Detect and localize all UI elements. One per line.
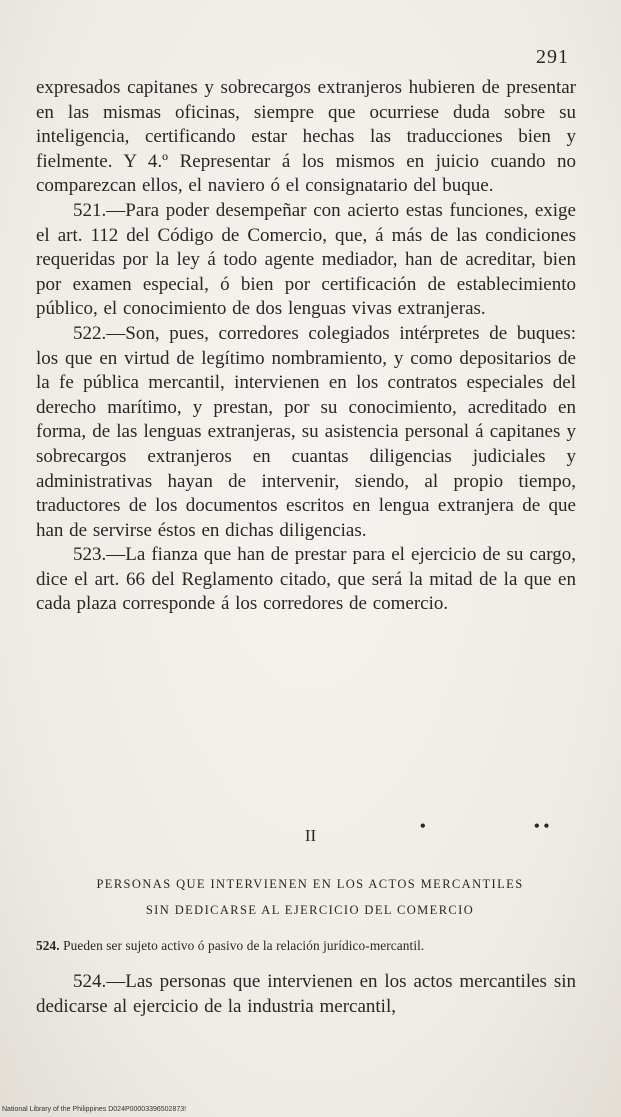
- print-speck: • •: [534, 818, 550, 835]
- paragraph-522: 522.—Son, pues, corredores colegiados intérpretes de buques: los que en virtud de legítimo nombramiento, y como depositarios de la fe pública mercantil, intervienen en los contratos especiales del derecho marítimo, y prestan, por su conocimiento, acreditado en forma, de las lenguas extranjeras, su asistencia personal á capitanes y sobrecargos extranjeros en cuantas diligencias judiciales y administrativas hayan de intervenir, siendo, al propio tiempo, traductores de los documentos escritos en lengua extranjera de que han de servirse éstos en dichas diligencias.: [36, 322, 576, 541]
- paragraph-521: 521.—Para poder desempeñar con acierto estas funciones, exige el art. 112 del Código de Comercio, que, á más de las condiciones requeridas por la ley á todo agente mediador, han de acreditar, bien por examen especial, ó bien por certificación de establecimiento público, el conocimiento de dos lenguas vivas extranjeras.: [36, 199, 576, 320]
- body-text-upper: [36, 76, 576, 617]
- paragraph-523: 523.—La fianza que han de prestar para el ejercicio de su cargo, dice el art. 66 del Reglamento citado, que será la mitad de la que en cada plaza corresponde á los corredores de comercio.: [36, 544, 576, 615]
- section-heading-line-1: PERSONAS QUE INTERVIENEN EN LOS ACTOS MERCANTILES: [96, 877, 524, 891]
- section-heading-line-2: SIN DEDICARSE AL EJERCICIO DEL COMERCIO: [145, 903, 475, 917]
- paragraph-continuation: expresados capitanes y sobrecargos extranjeros hubieren de presentar en las mismas oficinas, siempre que ocurriese duda sobre su inteligencia, certificando estar hechas las traducciones bien y fielmente. Y 4.º Representar á los mismos en juicio cuando no comparezcan ellos, el naviero ó el consignatario del buque.: [36, 77, 576, 197]
- summary-text: Pueden ser sujeto activo ó pasivo de la relación jurídico-mercantil.: [59, 938, 425, 953]
- paragraph-524: 524.—Las personas que intervienen en los actos mercantiles sin dedicarse al ejercicio de la industria mercantil,: [36, 971, 576, 1017]
- print-speck: •: [420, 818, 426, 835]
- scan-footer: National Library of the Philippines D024P00003396502873!: [2, 1106, 187, 1113]
- body-text-lower: [36, 970, 576, 1019]
- section-summary: [36, 938, 576, 954]
- summary-number: 524.: [36, 938, 60, 953]
- section-numeral: II: [304, 826, 317, 845]
- page-number: 291: [536, 46, 569, 68]
